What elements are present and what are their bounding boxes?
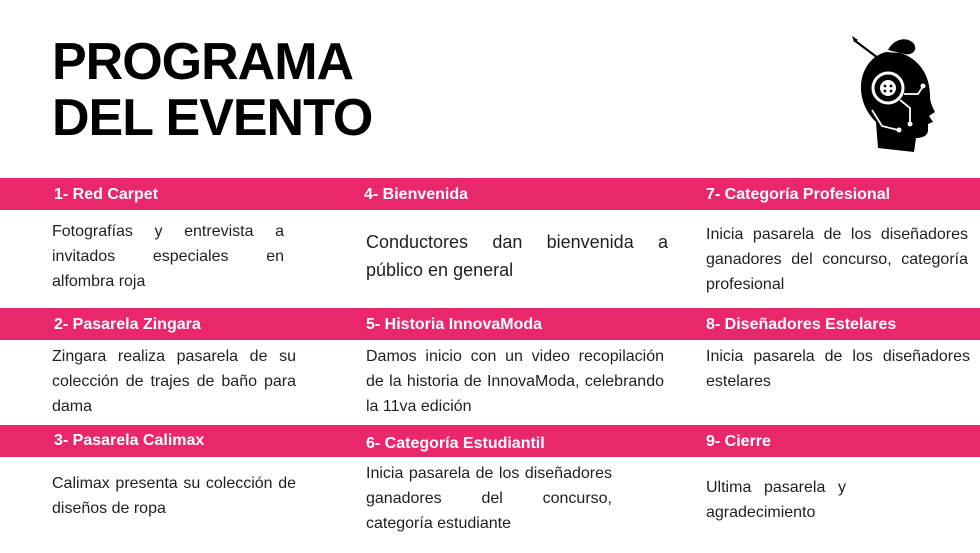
item-description-pasarela-calimax: Calimax presenta su colección de diseños de ropa: [52, 475, 296, 517]
title-line-1: PROGRAMA: [52, 33, 354, 91]
item-description-cierre: Ultima pasarela y agradecimiento: [706, 479, 846, 521]
page-title: [52, 34, 372, 146]
item-description-categoria-profesional: Inicia pasarela de los diseñadores ganadores del concurso, categoría profesional: [706, 226, 968, 293]
item-heading-cierre: 9- Cierre: [706, 433, 771, 450]
item-description-historia-innovamoda: Damos inicio con un video recopilación de la historia de InnovaModa, celebrando la 11va edición: [366, 348, 664, 415]
item-description-disenadores-estelares: Inicia pasarela de los diseñadores estelares: [706, 348, 970, 390]
item-heading-categoria-estudiantil: 6- Categoría Estudiantil: [366, 435, 545, 452]
item-heading-bienvenida: 4- Bienvenida: [364, 186, 469, 203]
item-description-pasarela-zingara: Zingara realiza pasarela de su colección de trajes de baño para dama: [52, 348, 296, 415]
item-description-red-carpet: Fotografías y entrevista a invitados especiales en alfombra roja: [52, 223, 284, 290]
item-heading-disenadores-estelares: 8- Diseñadores Estelares: [706, 316, 897, 333]
fashion-head-logo-icon: [848, 30, 943, 160]
item-heading-pasarela-zingara: 2- Pasarela Zingara: [54, 316, 201, 333]
item-heading-red-carpet: 1- Red Carpet: [54, 186, 159, 203]
title-line-2: DEL EVENTO: [52, 89, 373, 147]
item-description-categoria-estudiantil: Inicia pasarela de los diseñadores ganadores del concurso, categoría estudiante: [366, 465, 612, 532]
item-heading-historia-innovamoda: 5- Historia InnovaModa: [366, 316, 543, 333]
item-description-bienvenida: Conductores dan bienvenida a público en general: [366, 232, 668, 280]
item-heading-pasarela-calimax: 3- Pasarela Calimax: [54, 432, 205, 449]
item-heading-categoria-profesional: 7- Categoría Profesional: [706, 186, 891, 203]
